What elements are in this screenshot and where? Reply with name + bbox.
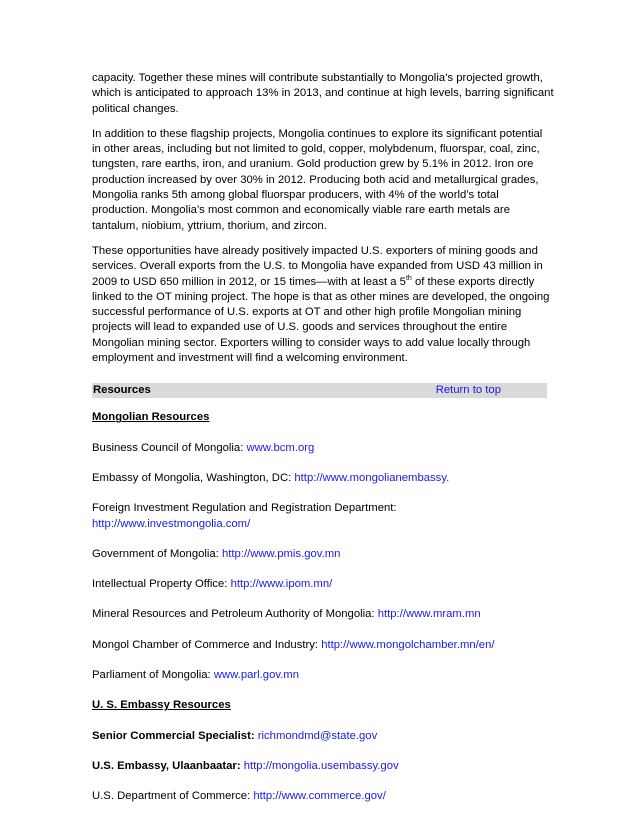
paragraph-flagship-projects: In addition to these flagship projects, Mongolia continues to explore its significant potential in other areas, including but not limited to gold, copper, molybdenum, fluorspar, coal, zinc, tungsten, rare earths, iron, and uranium. Gold production grew by 5.1% in 2012. Iron ore production increased by over 30% in 2012. Producing both acid and metallurgical grades, Mongolia ranks 5th among global fluorspar producers, with 4% of the world’s total production. Mongolia’s most common and economically viable rare earth metals are tantalum, niobium, yttrium, thorium, and zircon. <box>92 127 543 232</box>
paragraph-opportunities-part2: of these exports directly linked to the OT mining project. The hope is that as other mines are developed, the ongoing successful performance of U.S. exports at OT and other high profile Mongolian mining projects will lead to expanded use of U.S. goods and services throughout the entire Mongolian mining sector. Exporters willing to consider ways to add value locally through employment and investment will find a welcoming environment. <box>92 275 550 365</box>
return-to-top-link[interactable]: Return to top <box>435 384 501 397</box>
embassy-link[interactable]: http://mongolia.usembassy.gov <box>243 759 399 772</box>
us-embassy-resources-heading: U. S. Embassy Resources <box>92 699 231 712</box>
resource-item <box>92 668 554 683</box>
resource-label: Government of Mongolia: <box>92 547 222 560</box>
resource-link[interactable]: http://www.pmis.gov.mn <box>221 547 341 560</box>
resource-label: Foreign Investment Regulation and Registration Department: <box>92 502 397 515</box>
resource-item <box>92 577 554 592</box>
paragraph-capacity: capacity. Together these mines will contribute substantially to Mongolia’s projected growth, which is anticipated to approach 13% in 2013, and continue at high levels, barring significant political changes. <box>92 72 554 115</box>
resource-label: Intellectual Property Office: <box>92 578 231 591</box>
embassy-item <box>92 789 554 804</box>
resource-item <box>92 607 554 622</box>
resource-item <box>92 638 554 653</box>
resource-label: Mineral Resources and Petroleum Authority of Mongolia: <box>92 608 378 621</box>
resource-item <box>92 441 554 456</box>
resource-label: Parliament of Mongolia: <box>92 669 214 682</box>
resource-label: Mongol Chamber of Commerce and Industry: <box>92 638 322 651</box>
mongolian-resources-heading: Mongolian Resources <box>92 411 210 424</box>
embassy-link[interactable]: http://www.commerce.gov/ <box>253 790 386 803</box>
embassy-label: Senior Commercial Specialist: <box>92 729 258 742</box>
resource-item <box>92 471 554 486</box>
document-page <box>92 71 554 820</box>
resource-link[interactable]: http://www.mram.mn <box>377 608 481 621</box>
embassy-item <box>92 759 554 774</box>
superscript-th: th <box>405 274 412 282</box>
resource-link[interactable]: http://www.mongolianembassy. <box>294 471 450 484</box>
resource-link[interactable]: http://www.investmongolia.com/ <box>92 517 251 530</box>
embassy-link[interactable]: richmondmd@state.gov <box>257 729 378 742</box>
embassy-label: U.S. Embassy, Ulaanbaatar: <box>92 759 244 772</box>
resource-link[interactable]: www.bcm.org <box>246 441 315 454</box>
resource-label: Embassy of Mongolia, Washington, DC: <box>92 471 295 484</box>
embassy-label: U.S. Department of Commerce: <box>92 790 254 803</box>
resources-section-bar <box>92 383 547 398</box>
resource-link[interactable]: www.parl.gov.mn <box>213 669 300 682</box>
resource-label: Business Council of Mongolia: <box>92 441 247 454</box>
resource-item <box>92 547 554 562</box>
embassy-item <box>92 729 554 744</box>
resource-link[interactable]: http://www.ipom.mn/ <box>230 578 333 591</box>
resource-item <box>92 501 554 532</box>
paragraph-opportunities <box>92 244 554 366</box>
resources-title: Resources <box>93 384 151 397</box>
resource-link[interactable]: http://www.mongolchamber.mn/en/ <box>321 638 495 651</box>
paragraph-opportunities-part1: These opportunities have already positively impacted U.S. exporters of mining goods and services. Overall exports from the U.S. to Mongolia have expanded from USD 43 million in 2009 to USD 650 million in 2012, or 15 times—with at least a 5 <box>92 244 543 288</box>
